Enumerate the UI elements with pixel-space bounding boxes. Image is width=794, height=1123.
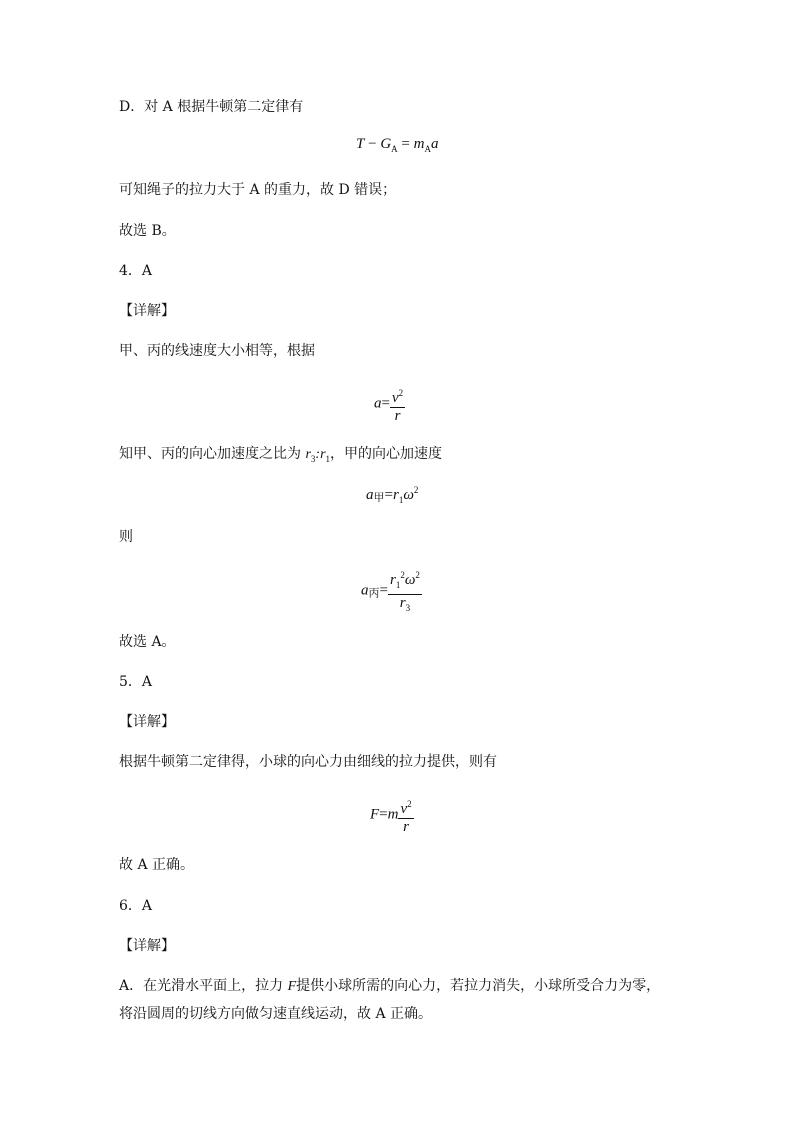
text-line-6-a-cont: 将沿圆周的切线方向做匀速直线运动，故 A 正确。: [119, 1006, 433, 1022]
text-line-5-intro: 根据牛顿第二定律得，小球的向心力由细线的拉力提供，则有: [119, 754, 497, 770]
question-4-answer: 4．A: [119, 263, 153, 279]
formula-a-jia: a甲$=r_1\omega^2$: [366, 485, 419, 505]
detail-heading-4: 【详解】: [119, 303, 175, 319]
text-line-answer-b: 故选 B。: [119, 223, 176, 239]
text-line-conclusion-d: 可知绳子的拉力大于 A 的重力，故 D 错误；: [119, 182, 397, 198]
text-line-answer-a-4: 故选 A。: [119, 634, 176, 650]
detail-heading-6: 【详解】: [119, 938, 175, 954]
text-line-6-a: A．在光滑水平面上，拉力 F提供小球所需的向心力，若拉力消失，小球所受合力为零，: [119, 978, 661, 994]
formula-centripetal-acceleration: a= $\frac{v^2}{r}$: [374, 384, 405, 424]
formula-centripetal-force: F=m $\frac{v^2}{r}$: [370, 795, 414, 835]
text-line-ratio: 知甲、丙的向心加速度之比为 $r_3:r_1$，甲的向心加速度: [119, 446, 443, 464]
formula-newton-second-law: $T - G_A = m_Aa$: [356, 136, 439, 154]
detail-heading-5: 【详解】: [119, 714, 175, 730]
text-line-answer-a-5: 故 A 正确。: [119, 857, 195, 873]
question-6-answer: 6．A: [119, 898, 153, 914]
text-line-then: 则: [119, 529, 133, 545]
formula-a-bing: a丙= $\frac{r_1^2\omega^2}{r_3}$: [361, 566, 422, 616]
question-5-answer: 5．A: [119, 674, 153, 690]
text-line-4-intro: 甲、丙的线速度大小相等，根据: [119, 343, 315, 359]
text-line-d-option: D．对 A 根据牛顿第二定律有: [119, 99, 304, 115]
